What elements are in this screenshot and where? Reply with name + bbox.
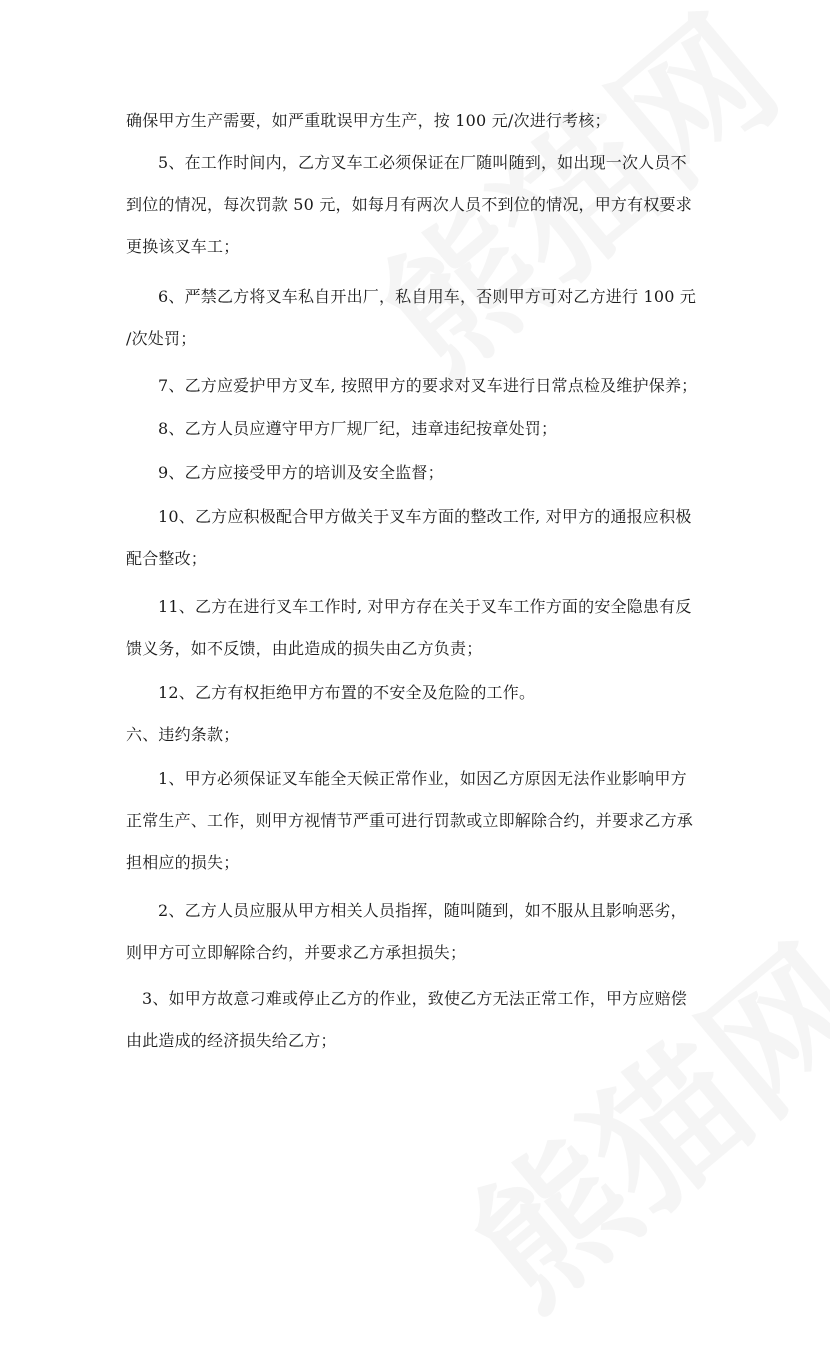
clause-7: 7、乙方应爱护甲方叉车, 按照甲方的要求对叉车进行日常点检及维护保养； <box>158 376 698 395</box>
breach-3-line-1: 3、如甲方故意刁难或停止乙方的作业，致使乙方无法正常工作，甲方应赔偿 <box>142 989 687 1008</box>
breach-2-line-2: 则甲方可立即解除合约，并要求乙方承担损失； <box>126 943 467 962</box>
section-heading: 六、违约条款； <box>126 725 240 744</box>
breach-1-line-1: 1、甲方必须保证叉车能全天候正常作业，如因乙方原因无法作业影响甲方 <box>158 769 687 788</box>
clause-9: 9、乙方应接受甲方的培训及安全监督； <box>158 463 444 482</box>
clause-5-line-3: 更换该叉车工； <box>126 237 240 256</box>
clause-11-line-1: 11、乙方在进行叉车工作时, 对甲方存在关于叉车工作方面的安全隐患有反 <box>158 597 692 616</box>
breach-1-line-2: 正常生产、工作，则甲方视情节严重可进行罚款或立即解除合约，并要求乙方承 <box>126 811 694 830</box>
clause-10-line-2: 配合整改； <box>126 549 208 568</box>
clause-5-line-2: 到位的情况，每次罚款 50 元，如每月有两次人员不到位的情况，甲方有权要求 <box>126 195 692 214</box>
clause-6-line-1: 6、严禁乙方将叉车私自开出厂，私自用车，否则甲方可对乙方进行 100 元 <box>158 287 697 306</box>
breach-1-line-3: 担相应的损失； <box>126 853 240 872</box>
clause-8: 8、乙方人员应遵守甲方厂规厂纪，违章违纪按章处罚； <box>158 419 558 438</box>
clause-5-line-1: 5、在工作时间内，乙方叉车工必须保证在厂随叫随到，如出现一次人员不 <box>158 153 687 172</box>
clause-6-line-2: /次处罚； <box>126 329 197 348</box>
breach-3-line-2: 由此造成的经济损失给乙方； <box>126 1031 337 1050</box>
breach-2-line-1: 2、乙方人员应服从甲方相关人员指挥，随叫随到，如不服从且影响恶劣， <box>158 901 687 920</box>
text-line: 确保甲方生产需要，如严重耽误甲方生产，按 100 元/次进行考核； <box>126 111 611 130</box>
clause-11-line-2: 馈义务，如不反馈，由此造成的损失由乙方负责； <box>126 639 483 658</box>
clause-12: 12、乙方有权拒绝甲方布置的不安全及危险的工作。 <box>158 683 536 702</box>
clause-10-line-1: 10、乙方应积极配合甲方做关于叉车方面的整改工作, 对甲方的通报应积极 <box>158 507 692 526</box>
